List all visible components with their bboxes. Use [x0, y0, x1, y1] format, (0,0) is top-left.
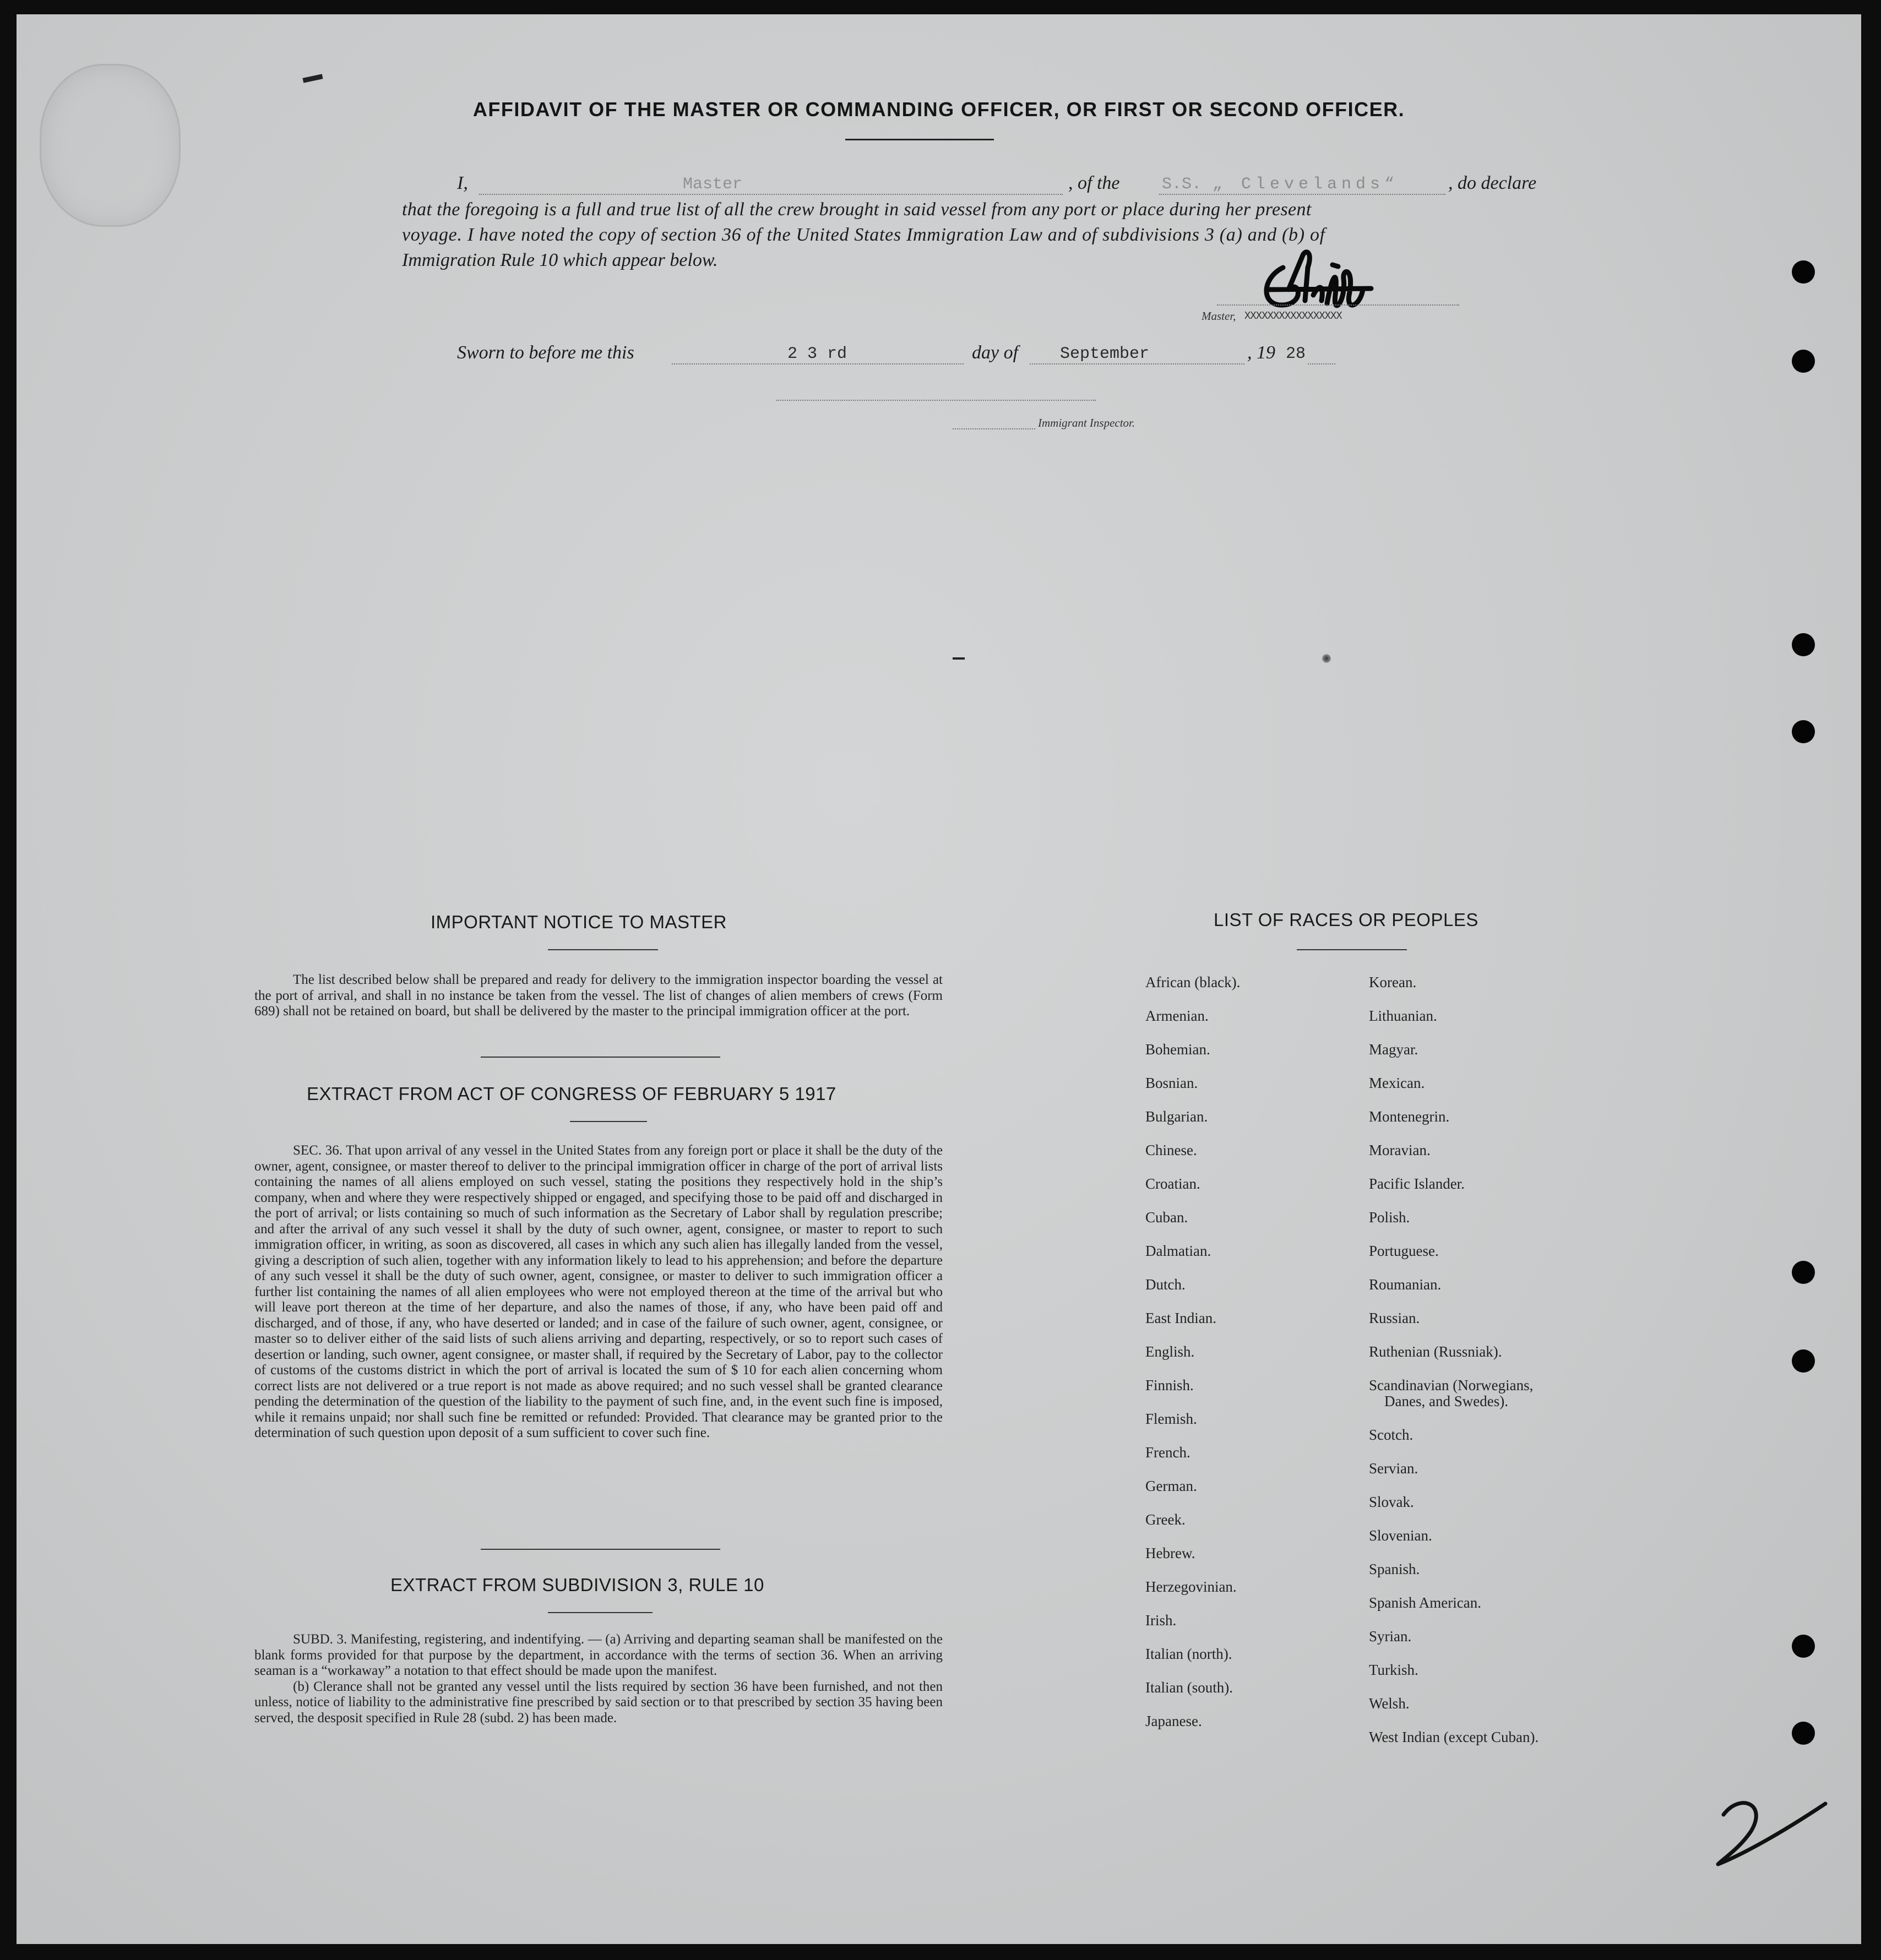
- race-item: Dutch.: [1145, 1276, 1186, 1293]
- binding-hole: [1792, 1635, 1815, 1658]
- struck-out-title: XXXXXXXXXXXXXXXXX: [1244, 310, 1342, 322]
- race-item: Spanish American.: [1369, 1594, 1481, 1611]
- binding-hole: [1792, 350, 1815, 373]
- binding-hole: [1792, 260, 1815, 284]
- binding-hole: [1792, 1722, 1815, 1745]
- act-separator: [481, 1549, 720, 1550]
- races-left-column: [1145, 973, 1344, 1766]
- races-heading: LIST OF RACES OR PEOPLES: [1214, 910, 1478, 930]
- ship-blank-line: [1159, 194, 1445, 195]
- act-paragraph: SEC. 36. That upon arrival of any vessel in the United States from any foreign port or place it shall be the duty of the owner, agent, consignee, or master thereof to deliver to the principal immigration officer in charge of the port of arrival lists containing the names of all aliens employed on such vessel, stating the positions they respectively hold in the ship’s company, when and where they were respectively shipped or engaged, and specifying those to be paid off and discharged in the port of arrival; or lists containing so much of such information as the Secretary of Labor shall by regulation prescribe; and after the arrival of any such vessel it shall by the duty of such owner, agent, consignee, or master to report to such immigration officer, in writing, as soon as discovered, all cases in which any such alien has illegally landed from the vessel, giving a description of such alien, together with any information likely to lead to his apprehension; and before the departure of any such vessel it shall be the duty of such owner, agent, consignee, or master to deliver to such immigration officer a further list containing the names of all alien employees who were not employed thereon at the time of the arrival but who will leave port thereon at the time of her departure, and also the names of those, if any, who have been paid off and discharged, and of those, if any, who have deserted or landed; and in case of the failure of such owner, agent, consignee, or master so to deliver either of the said lists of such aliens arriving and departing, respectively, or so to report such cases of desertion or landing, such owner, agent consignee, or master shall, if required by the Secretary of Labor, pay to the collector of customs of the customs district in which the port of arrival is located the sum of $ 10 for each alien concerning whom correct lists are not delivered or a true report is not made as above required; and no such vessel shall be granted clearance pending the determination of the question of the liability to the payment of such fine, and, in the event such fine is imposed, while it remains unpaid; nor shall such fine be remitted or refunded: Provided. That clearance may be granted prior to the determination of such question upon deposit of a sum sufficient to cover such fine.: [254, 1143, 943, 1440]
- race-item: Dalmatian.: [1145, 1243, 1211, 1259]
- master-signature: [1250, 235, 1393, 323]
- race-item: Croatian.: [1145, 1175, 1200, 1192]
- affidavit-of-the: , of the: [1068, 173, 1120, 193]
- race-item: Irish.: [1145, 1612, 1177, 1629]
- race-item: Spanish.: [1369, 1561, 1420, 1577]
- race-item: Slovak.: [1369, 1494, 1414, 1510]
- typed-ship-name: „ Clevelands“: [1213, 175, 1399, 194]
- rule-text: [254, 1632, 943, 1726]
- ink-speck: [953, 657, 965, 660]
- notice-paragraph: The list described below shall be prepared and ready for delivery to the immigration inspector boarding the vessel at the port of arrival, and shall in no instance be taken from the vessel. The list of changes of alien members of crews (Form 689) shall not be retained on board, but shall be delivered by the master to the principal immigration officer at the port.: [254, 972, 943, 1019]
- sworn-line: [457, 340, 1338, 368]
- act-text: [254, 1143, 943, 1441]
- race-item: Lithuanian.: [1369, 1008, 1437, 1024]
- race-item: Hebrew.: [1145, 1545, 1195, 1561]
- rule-heading: EXTRACT FROM SUBDIVISION 3, RULE 10: [390, 1575, 764, 1595]
- race-item: Mexican.: [1369, 1075, 1425, 1091]
- race-item: Italian (south).: [1145, 1679, 1233, 1696]
- race-item: West Indian (except Cuban).: [1369, 1729, 1539, 1745]
- race-item: Polish.: [1369, 1209, 1410, 1226]
- race-item: Greek.: [1145, 1511, 1186, 1528]
- race-item: Magyar.: [1369, 1041, 1418, 1058]
- binding-hole: [1792, 1261, 1815, 1284]
- inspector-signature-line: [776, 400, 1096, 401]
- race-item: Cuban.: [1145, 1209, 1188, 1226]
- race-item: Italian (north).: [1145, 1646, 1232, 1662]
- rule-paragraph-a: SUBD. 3. Manifesting, registering, and indentifying. — (a) Arriving and departing seaman shall be manifested on the blank forms provided for that purpose by the department, in accordance with the terms of section 36. When an arriving seaman is a “workaway” a notation to that effect should be made upon the manifest.: [254, 1632, 943, 1678]
- race-item: Japanese.: [1145, 1713, 1202, 1729]
- typed-month: September: [1060, 345, 1150, 363]
- master-label: Master,: [1202, 309, 1236, 323]
- typed-year: 28: [1286, 345, 1306, 363]
- races-heading-rule: [1297, 949, 1407, 950]
- rule-heading-rule: [548, 1612, 653, 1613]
- race-item: Moravian.: [1369, 1142, 1431, 1158]
- race-item: Slovenian.: [1369, 1527, 1432, 1544]
- race-item: Herzegovinian.: [1145, 1578, 1237, 1595]
- month-blank-line: [1030, 363, 1244, 364]
- embossed-seal: [40, 64, 181, 227]
- sworn-label: Sworn to before me this: [457, 342, 634, 363]
- affidavit-line-1: [457, 171, 1537, 198]
- race-item: Korean.: [1369, 974, 1417, 990]
- affidavit-line-2: that the foregoing is a full and true list of all the crew brought in said vessel from any port or place during her present: [402, 199, 1312, 220]
- race-item: Scotch.: [1369, 1427, 1414, 1443]
- signature-line: [1217, 304, 1459, 306]
- act-heading-rule: [570, 1121, 647, 1122]
- binding-hole: [1792, 720, 1815, 743]
- inspector-label: Immigrant Inspector.: [1038, 416, 1135, 429]
- race-item: German.: [1145, 1478, 1197, 1494]
- race-item: Finnish.: [1145, 1377, 1194, 1393]
- paper-spot: [1322, 654, 1331, 663]
- race-item: Bosnian.: [1145, 1075, 1198, 1091]
- handwritten-2-glyph: [1701, 1787, 1834, 1875]
- binding-hole: [1792, 1349, 1815, 1373]
- year-prefix: , 19: [1247, 342, 1275, 363]
- notice-heading-rule: [548, 949, 658, 950]
- race-item: Armenian.: [1145, 1008, 1209, 1024]
- rule-paragraph-b: (b) Clerance shall not be granted any vessel until the lists required by section 36 have been furnished, and not then unless, notice of liability to the administrative fine prescribed by said section or to that prescribed by section 35 having been served, the desposit specified in Rule 28 (subd. 2) has been made.: [254, 1679, 943, 1725]
- signature-glyph: [1250, 235, 1393, 323]
- notice-text: [254, 972, 943, 1020]
- ink-mark: [302, 74, 323, 83]
- typed-ship-prefix: S.S.: [1162, 175, 1202, 194]
- race-item: Turkish.: [1369, 1662, 1418, 1678]
- inspector-label-line: [953, 428, 1035, 429]
- race-item: Russian.: [1369, 1310, 1420, 1326]
- race-item: Syrian.: [1369, 1628, 1412, 1645]
- race-item: French.: [1145, 1444, 1190, 1461]
- affidavit-line-3: voyage. I have noted the copy of section 36 of the United States Immigration Law and of subdivisions 3 (a) and (b) of: [402, 225, 1325, 245]
- race-item: Montenegrin.: [1369, 1108, 1450, 1125]
- margin-mark: [1701, 1787, 1834, 1875]
- title-underline: [845, 139, 994, 140]
- year-blank-line: [1308, 363, 1335, 364]
- affidavit-do-declare: , do declare: [1448, 173, 1537, 193]
- race-item: Ruthenian (Russniak).: [1369, 1343, 1502, 1360]
- race-item: African (black).: [1145, 974, 1241, 990]
- manifest-page: [17, 14, 1861, 1944]
- race-item: Portuguese.: [1369, 1243, 1439, 1259]
- race-item: Chinese.: [1145, 1142, 1197, 1158]
- race-item: Scandinavian (Norwegians,: [1369, 1377, 1534, 1393]
- race-item: Bohemian.: [1145, 1041, 1210, 1058]
- act-heading: EXTRACT FROM ACT OF CONGRESS OF FEBRUARY 5 1917: [307, 1084, 836, 1104]
- race-item: Roumanian.: [1369, 1276, 1442, 1293]
- binding-hole: [1792, 633, 1815, 656]
- typed-day: 2 3 rd: [787, 345, 847, 363]
- race-item: Welsh.: [1369, 1695, 1410, 1712]
- race-item: Flemish.: [1145, 1411, 1197, 1427]
- notice-heading: IMPORTANT NOTICE TO MASTER: [431, 912, 727, 932]
- typed-rank: Master: [683, 175, 743, 194]
- notice-separator: [481, 1057, 720, 1058]
- rank-blank-line: [479, 194, 1063, 195]
- race-item: English.: [1145, 1343, 1195, 1360]
- race-item: Servian.: [1369, 1460, 1418, 1477]
- affidavit-i: I,: [457, 173, 468, 193]
- day-of-label: day of: [972, 342, 1019, 363]
- affidavit-line-4: Immigration Rule 10 which appear below.: [402, 250, 718, 270]
- affidavit-title: AFFIDAVIT OF THE MASTER OR COMMANDING OFFICER, OR FIRST OR SECOND OFFICER.: [472, 98, 1405, 121]
- race-item: Bulgarian.: [1145, 1108, 1208, 1125]
- races-right-column: [1369, 973, 1655, 1766]
- race-item: Danes, and Swedes).: [1384, 1393, 1508, 1409]
- race-item: Pacific Islander.: [1369, 1175, 1465, 1192]
- race-item: East Indian.: [1145, 1310, 1216, 1326]
